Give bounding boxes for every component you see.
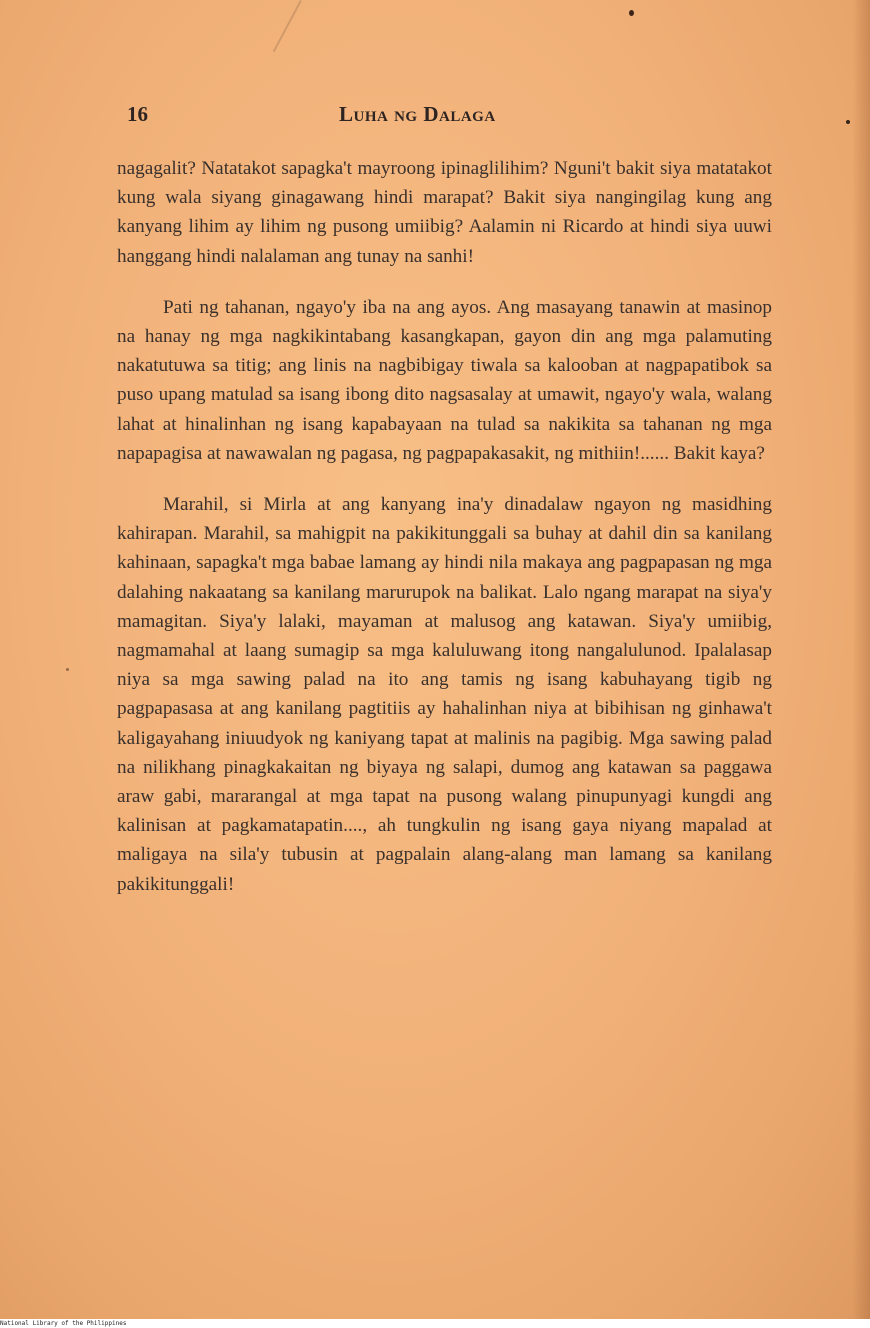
body-text	[117, 154, 772, 899]
running-title: Luha ng Dalaga	[339, 102, 496, 126]
ink-speck	[629, 10, 634, 16]
paragraph: Marahil, si Mirla at ang kanyang ina'y dinadalaw ngayon ng masidhing kahirapan. Marahil, sa mahigpit na pakikitunggali sa buhay at dahil din sa kanilang kahinaan, sapagka't mga babae lamang ay hindi nila makaya ang pagpapasan ng mga dalahing nakaatang sa kanilang marurupok na balikat. Lalo ngang marapat na siya'y mamagitan. Siya'y lalaki, mayaman at malusog ang katawan. Siya'y umiibig, nagmamahal at laang sumagip sa mga kaluluwang itong nangalulunod. Ipalalasap niya sa mga sawing palad na ito ang tamis ng isang kabuhayang tigib ng pagpapasasa at ang kanilang pagtitiis ay hahalinhan niya at bibihisan ng ginhawa't kaligayahang iniuudyok ng kaniyang tapat at malinis na pagibig. Mga sawing palad na nilikhang pinagkakaitan ng biyaya ng salapi, dumog ang katawan sa paggawa araw gabi, mararangal at mga tapat na pusong walang pinupunyagi kungdi ang kalinisan at pagkamatapatin...., ah tungkulin ng isang gaya niyang mapalad at maligaya na sila'y tubusin at pagpalain alang-alang man lamang sa kanilang pakikitunggali!	[117, 494, 772, 895]
page-number: 16	[127, 102, 148, 126]
paragraph: nagagalit? Natatakot sapagka't mayroong ipinaglilihim? Nguni't bakit siya matatakot kung wala siyang ginagawang hindi marapat? Bakit siya nangingilag kung ang kanyang lihim ay lihim ng pusong umiibig? Aalamin ni Ricardo at hindi siya uuwi hanggang hindi nalalaman ang tunay na sanhi!	[117, 158, 772, 267]
page-header	[127, 102, 827, 132]
scan-credit: National Library of the Philippines	[0, 1320, 127, 1327]
paragraph: Pati ng tahanan, ngayo'y iba na ang ayos. Ang masayang tanawin at masinop na hanay ng mga nagkikintabang kasangkapan, gayon din ang mga palamuting nakatutuwa sa titig; ang linis na nagbibigay tiwala sa kalooban at nagpapatibok sa puso upang matulad sa isang ibong dito nagsasalay at umawit, ngayo'y wala, walang lahat at hinalinhan ng isang kapabayaan na tulad sa nakikita sa tahanan ng mga napapagisa at nawawalan ng pagasa, ng pagpapakasakit, ng mithiin!...... Bakit kaya?	[117, 296, 772, 464]
page-edge-shadow	[852, 0, 870, 1319]
ink-speck	[846, 120, 850, 124]
paper-scratch-mark	[273, 0, 302, 52]
ink-speck	[66, 668, 69, 671]
